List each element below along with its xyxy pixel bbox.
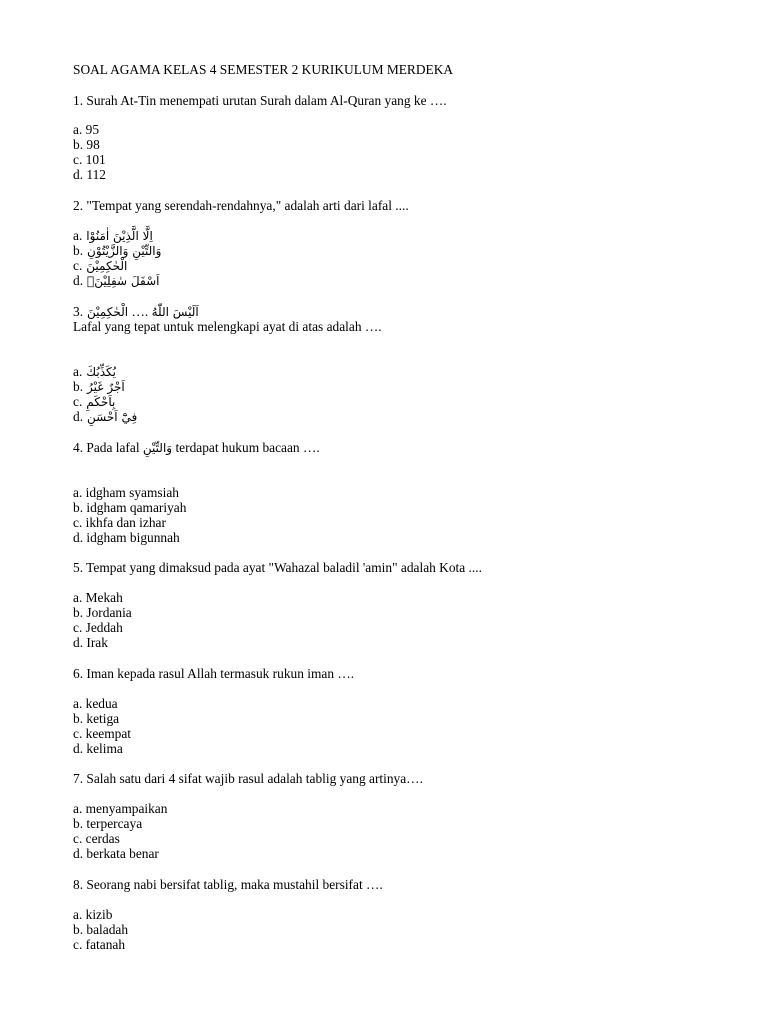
question-5-option-c: c. Jeddah	[73, 620, 123, 635]
question-5-option-d: d. Irak	[73, 635, 108, 650]
document-title: SOAL AGAMA KELAS 4 SEMESTER 2 KURIKULUM MERDEKA	[73, 62, 454, 77]
question-4-option-a: a. idgham syamsiah	[73, 485, 179, 500]
option-label: d.	[73, 409, 84, 424]
question-6-text: 6. Iman kepada rasul Allah termasuk rukun iman ….	[73, 666, 355, 681]
question-2-option-b	[73, 243, 161, 259]
arabic-text: بِاَحْكَمِ	[86, 395, 116, 409]
question-2-option-d	[73, 273, 159, 289]
arabic-text: اَجْرٌ غَيْرُ	[87, 380, 125, 394]
arabic-text: وَالتِّيْنِ	[142, 441, 173, 455]
question-5-text: 5. Tempat yang dimaksud pada ayat "Wahazal baladil 'amin" adalah Kota ....	[73, 560, 482, 575]
option-label: c.	[73, 394, 83, 409]
question-4-option-d: d. idgham bigunnah	[73, 530, 180, 545]
question-6-option-d: d. kelima	[73, 741, 123, 756]
option-label: c.	[73, 258, 83, 273]
question-5-option-b: b. Jordania	[73, 605, 132, 620]
arabic-text: الْحٰكِمِيْنَ	[87, 305, 129, 319]
question-4-option-b: b. idgham qamariyah	[73, 500, 187, 515]
question-number: 3.	[73, 304, 84, 319]
question-1-option-a: a. 95	[73, 122, 100, 137]
question-8-option-b: b. baladah	[73, 922, 129, 937]
question-2-option-c	[73, 258, 127, 274]
question-text-after: terdapat hukum bacaan ….	[175, 440, 320, 455]
question-3-option-a	[73, 364, 116, 380]
question-1-text: 1. Surah At-Tin menempati urutan Surah dalam Al-Quran yang ke ….	[73, 93, 447, 108]
arabic-text: اَلَيْسَ اللّٰهُ	[151, 305, 199, 319]
question-6-option-b: b. ketiga	[73, 711, 120, 726]
question-8-text: 8. Seorang nabi bersifat tablig, maka mustahil bersifat ….	[73, 877, 383, 892]
question-3-option-d	[73, 409, 137, 425]
question-3-option-b	[73, 379, 125, 395]
question-2-text: 2. "Tempat yang serendah-rendahnya," adalah arti dari lafal ....	[73, 198, 409, 213]
question-2-option-a	[73, 228, 153, 244]
question-8-option-c: c. fatanah	[73, 937, 126, 952]
question-3-text: Lafal yang tepat untuk melengkapi ayat di atas adalah ….	[73, 319, 382, 334]
question-8-option-a: a. kizib	[73, 907, 113, 922]
option-label: b.	[73, 379, 84, 394]
question-7-text: 7. Salah satu dari 4 sifat wajib rasul adalah tablig yang artinya….	[73, 771, 423, 786]
question-7-option-b: b. terpercaya	[73, 816, 143, 831]
question-text-before: 4. Pada lafal	[73, 440, 140, 455]
arabic-text: وَالتِّيْنِ وَالزَّيْتُوْنِ	[87, 244, 162, 258]
question-3-option-c	[73, 394, 115, 410]
option-label: a.	[73, 228, 83, 243]
arabic-text: الْحٰكِمِيْنَ	[86, 259, 128, 273]
question-7-option-a: a. menyampaikan	[73, 801, 168, 816]
question-3-verse	[73, 304, 199, 320]
question-6-option-c: c. keempat	[73, 726, 131, 741]
arabic-text: فِيْٓ اَحْسَنِ	[87, 410, 138, 424]
arabic-text: اَسْفَلَ سٰفِلِيْنَۙ	[87, 274, 160, 288]
blank-dots: ….	[131, 304, 149, 319]
question-4-option-c: c. ikhfa dan izhar	[73, 515, 166, 530]
arabic-text: اِلَّا الَّذِيْنَ اٰمَنُوْا	[86, 229, 153, 243]
option-label: a.	[73, 364, 83, 379]
question-1-option-c: c. 101	[73, 152, 106, 167]
question-6-option-a: a. kedua	[73, 696, 118, 711]
question-4-text	[73, 440, 320, 456]
question-7-option-c: c. cerdas	[73, 831, 120, 846]
arabic-text: يُكَذِّبُكَ	[86, 365, 117, 379]
option-label: d.	[73, 273, 84, 288]
question-1-option-d: d. 112	[73, 167, 106, 182]
option-label: b.	[73, 243, 84, 258]
question-7-option-d: d. berkata benar	[73, 846, 159, 861]
question-1-option-b: b. 98	[73, 137, 100, 152]
question-5-option-a: a. Mekah	[73, 590, 123, 605]
